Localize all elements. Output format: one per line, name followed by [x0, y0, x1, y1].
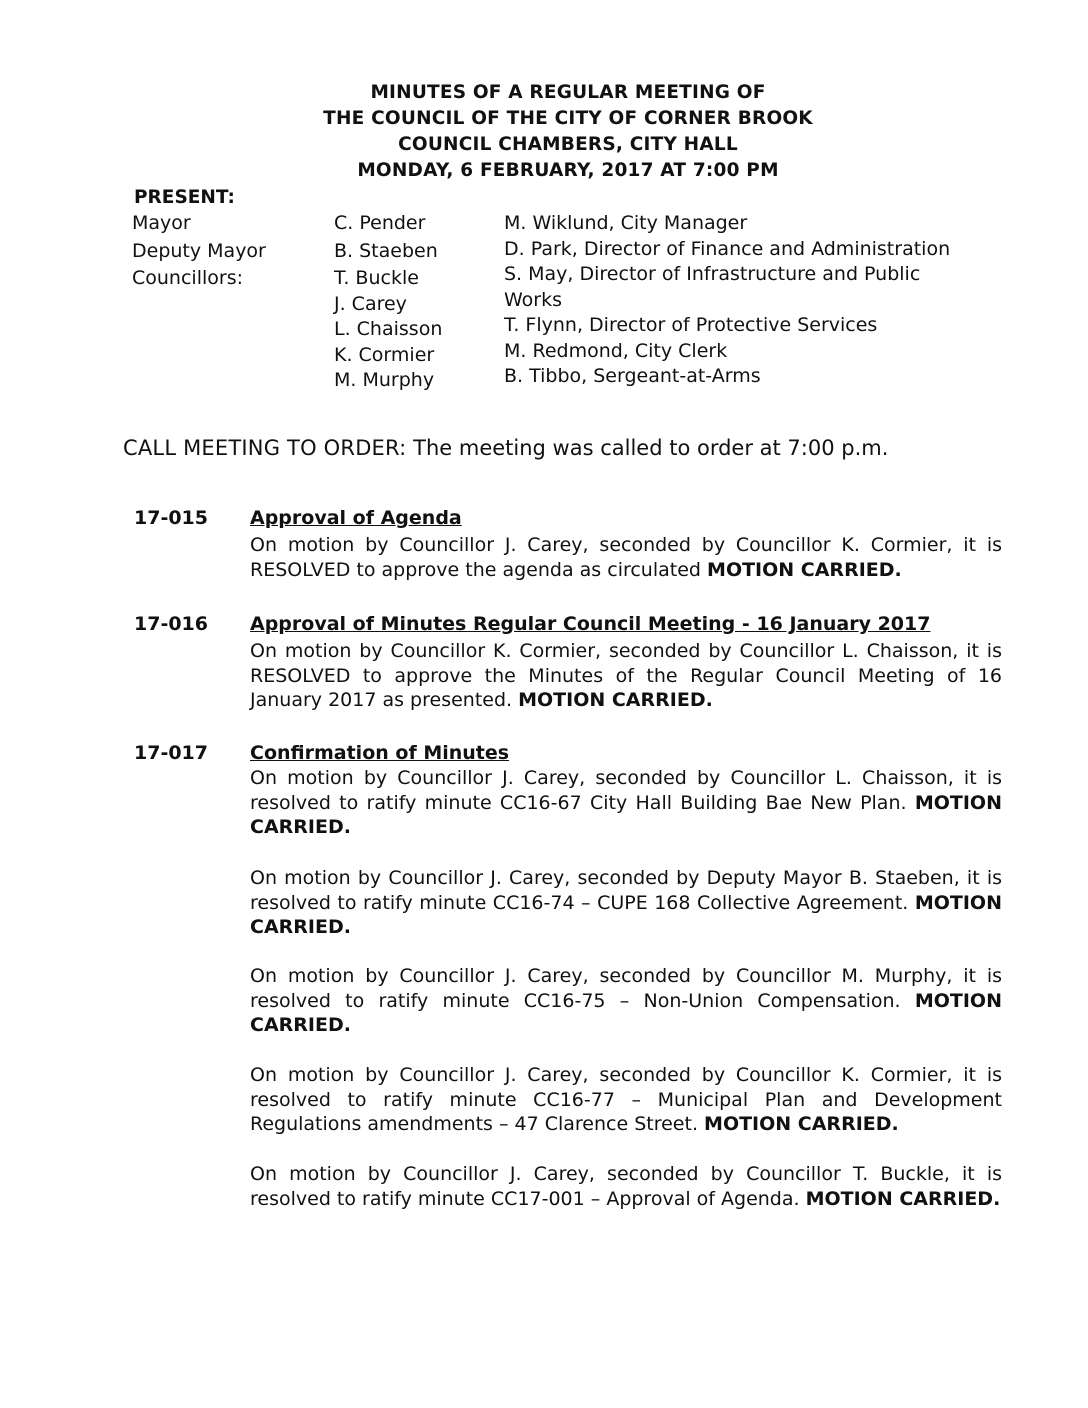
motion-paragraph	[250, 866, 1002, 940]
title-line-3: COUNCIL CHAMBERS, CITY HALL	[398, 134, 738, 155]
name-item: M. Murphy	[334, 369, 435, 391]
name-item: C. Pender	[334, 212, 426, 234]
motion-paragraph	[250, 766, 1002, 840]
motion-result: MOTION CARRIED.	[704, 1113, 899, 1135]
motion-result: MOTION CARRIED.	[805, 1187, 1001, 1210]
staff-item: D. Park, Director of Finance and Administration	[504, 237, 951, 260]
item-title: Confirmation of Minutes	[250, 742, 510, 764]
motion-result: MOTION CARRIED.	[250, 989, 1002, 1036]
item-number: 17-017	[134, 742, 208, 764]
staff-column	[504, 211, 984, 390]
motion-text: On motion by Councillor J. Carey, seconded by Councillor M. Murphy, it is resolved to ratify minute CC16-75 – Non-Union Compensation.	[250, 965, 1002, 1012]
motion-text: On motion by Councillor J. Carey, seconded by Councillor L. Chaisson, it is resolved to ratify minute CC16-67 City Hall Building Bae New Plan.	[250, 767, 1002, 814]
title-line-2: THE COUNCIL OF THE CITY OF CORNER BROOK	[323, 108, 813, 129]
name-item: K. Cormier	[334, 343, 435, 366]
item-number: 17-016	[134, 613, 208, 635]
staff-item: T. Flynn, Director of Protective Services	[504, 314, 878, 336]
motion-text: On motion by Councillor J. Carey, seconded by Councillor T. Buckle, it is resolved to ratify minute CC17-001 – Approval of Agenda.	[250, 1163, 1002, 1210]
staff-item: S. May, Director of Infrastructure and Public	[504, 263, 921, 285]
name-item: J. Carey	[334, 292, 407, 315]
present-label: PRESENT:	[134, 187, 235, 208]
motion-paragraph	[250, 964, 1002, 1038]
call-to-order-text: The meeting was called to order at 7:00 p.m.	[413, 436, 889, 460]
motion-text: On motion by Councillor J. Carey, seconded by Deputy Mayor B. Staeben, it is resolved to ratify minute CC16-74 – CUPE 168 Collective Agreement.	[250, 867, 1002, 914]
role-mayor: Mayor	[132, 212, 191, 234]
motion-paragraph	[250, 1063, 1002, 1137]
name-item: L. Chaisson	[334, 318, 443, 340]
motion-result: MOTION CARRIED.	[707, 558, 902, 581]
staff-item: M. Redmond, City Clerk	[504, 339, 728, 362]
staff-item: M. Wiklund, City Manager	[504, 212, 748, 234]
motion-paragraph	[250, 639, 1002, 713]
title-line-4: MONDAY, 6 FEBRUARY, 2017 AT 7:00 PM	[357, 160, 779, 181]
names-column	[334, 211, 442, 394]
call-to-order	[123, 436, 888, 460]
staff-item: B. Tibbo, Sergeant-at-Arms	[504, 365, 761, 387]
roles-column	[132, 211, 266, 292]
motion-text: On motion by Councillor J. Carey, seconded by Councillor K. Cormier, it is RESOLVED to approve the agenda as circulated	[250, 534, 1002, 581]
motion-paragraph	[250, 533, 1002, 582]
staff-item: Works	[504, 288, 563, 311]
motion-result: MOTION CARRIED.	[250, 791, 1002, 838]
item-number: 17-015	[134, 507, 208, 529]
name-item: T. Buckle	[334, 267, 419, 289]
motion-paragraph	[250, 1162, 1002, 1211]
motion-result: MOTION CARRIED.	[250, 891, 1002, 938]
call-to-order-label: CALL MEETING TO ORDER:	[123, 436, 407, 460]
motion-text: On motion by Councillor J. Carey, seconded by Councillor K. Cormier, it is resolved to ratify minute CC16-77 – Municipal Plan and Development Regulations amendments – 47 Clarence Street.	[250, 1064, 1002, 1135]
title-line-1: MINUTES OF A REGULAR MEETING OF	[370, 82, 766, 103]
role-councillors: Councillors:	[132, 267, 243, 289]
item-title: Approval of Agenda	[250, 507, 462, 529]
motion-text: On motion by Councillor K. Cormier, seconded by Councillor L. Chaisson, it is RESOLVED to approve the Minutes of the Regular Council Meeting of 16 January 2017 as presented.	[250, 640, 1002, 711]
document-title	[0, 80, 1088, 184]
motion-result: MOTION CARRIED.	[518, 689, 713, 711]
name-item: B. Staeben	[334, 239, 438, 262]
role-deputy-mayor: Deputy Mayor	[132, 239, 266, 262]
item-title: Approval of Minutes Regular Council Meeting - 16 January 2017	[250, 613, 931, 635]
